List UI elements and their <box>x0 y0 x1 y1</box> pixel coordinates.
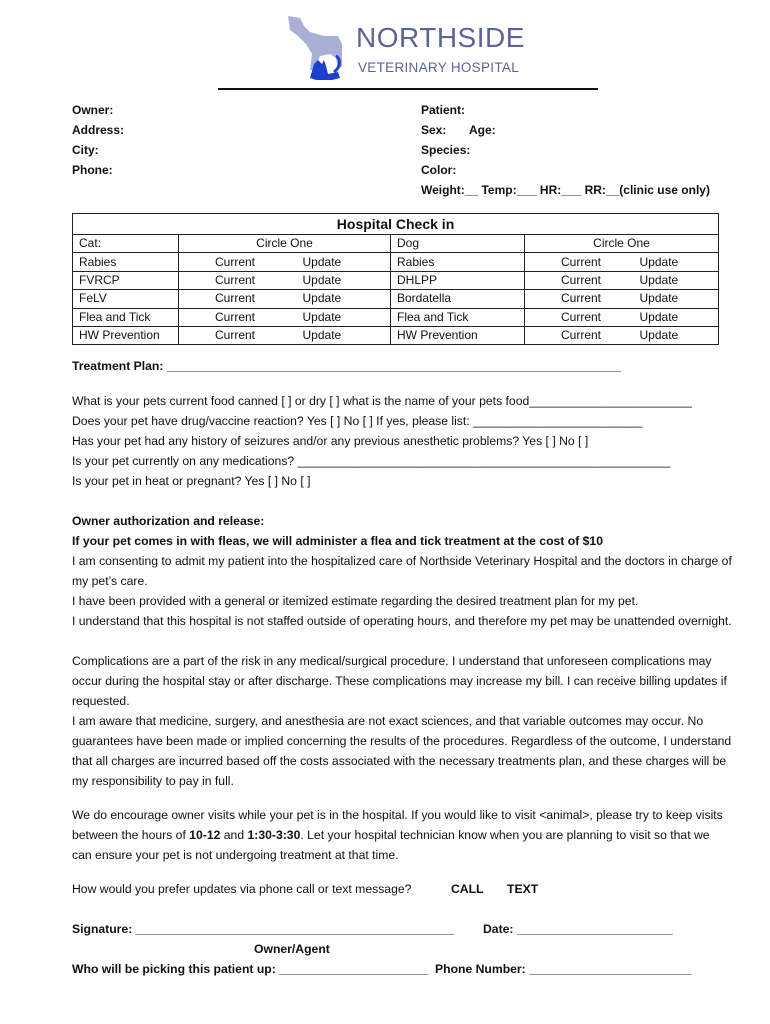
current-option[interactable]: Current <box>215 291 256 306</box>
phone-number-field[interactable]: Phone Number: ________________________ <box>435 962 692 976</box>
dog-header: Dog <box>391 235 525 253</box>
update-option[interactable]: Update <box>302 291 342 306</box>
dog-vaccine: Flea and Tick <box>391 308 525 326</box>
visit-hours-morning: 10-12 <box>189 828 221 842</box>
dog-and-cat-silhouette-icon <box>280 14 360 86</box>
dog-vaccine: DHLPP <box>391 271 525 289</box>
current-option[interactable]: Current <box>561 272 602 287</box>
cat-vaccine: Rabies <box>73 253 179 271</box>
current-option[interactable]: Current <box>561 254 602 269</box>
current-option[interactable]: Current <box>561 309 602 324</box>
authorization-heading: Owner authorization and release: <box>72 514 265 528</box>
update-option[interactable]: Update <box>302 328 342 343</box>
signature-field[interactable]: Signature: _______________________________________________ <box>72 922 455 936</box>
vitals-line: Weight:__ Temp:___ HR:___ RR:__(clinic use only) <box>421 183 710 197</box>
cat-vaccine: HW Prevention <box>73 326 179 344</box>
table-row <box>73 253 719 271</box>
visits-paragraph <box>72 805 732 865</box>
phone-label: Phone: <box>72 163 113 177</box>
city-label: City: <box>72 143 99 157</box>
update-option[interactable]: Update <box>639 328 679 343</box>
visits-and: and <box>220 828 248 842</box>
owner-label: Owner: <box>72 103 114 117</box>
heat-pregnant-question[interactable]: Is your pet in heat or pregnant? Yes [ ] No [ ] <box>72 474 311 488</box>
color-label: Color: <box>421 163 457 177</box>
update-option[interactable]: Update <box>639 254 679 269</box>
update-option[interactable]: Update <box>302 272 342 287</box>
cat-vaccine: FeLV <box>73 290 179 308</box>
cat-header: Cat: <box>73 235 179 253</box>
cat-vaccine: FVRCP <box>73 271 179 289</box>
current-option[interactable]: Current <box>215 272 256 287</box>
patient-label: Patient: <box>421 103 466 117</box>
table-row <box>73 290 719 308</box>
current-option[interactable]: Current <box>561 291 602 306</box>
outcomes-paragraph: I am aware that medicine, surgery, and anesthesia are not exact sciences, and that variable outcomes may occur. No guarantees have been made or implied concerning the results of the procedures. Regardless of the outcome, I understand that all charges are incurred based off the costs associated with the necessary treatments plan, and these charges will be my responsibility to pay in full. <box>72 714 732 788</box>
visits-text-1: We do encourage owner visits while your pet is in the hospital. If you would like to visit <animal>, please try to keep visits between the hours of <box>72 808 723 842</box>
complications-paragraph: Complications are a part of the risk in any medical/surgical procedure. I understand that unforeseen complications may occur during the hospital stay or after discharge. These complications may increase my bill. I can receive billing updates if requested. <box>72 654 727 708</box>
consent-paragraph: I am consenting to admit my patient into the hospitalized care of Northside Veterinary Hospital and the doctors in charge of my pet’s care. <box>72 554 732 588</box>
text-option[interactable]: TEXT <box>507 882 539 896</box>
dog-vaccine: Rabies <box>391 253 525 271</box>
visit-hours-afternoon: 1:30-3:30 <box>247 828 301 842</box>
table-row <box>73 308 719 326</box>
dog-circle-header: Circle One <box>525 235 719 253</box>
cat-circle-header: Circle One <box>179 235 391 253</box>
update-option[interactable]: Update <box>639 272 679 287</box>
treatment-plan-field[interactable]: Treatment Plan: ___________________________________________________________________ <box>72 359 621 373</box>
table-title: Hospital Check in <box>73 214 719 235</box>
current-option[interactable]: Current <box>215 328 256 343</box>
species-label: Species: <box>421 143 471 157</box>
update-option[interactable]: Update <box>639 309 679 324</box>
current-option[interactable]: Current <box>215 309 256 324</box>
table-row <box>73 271 719 289</box>
updates-question: How would you prefer updates via phone call or text message? <box>72 882 412 896</box>
sex-label: Sex: <box>421 123 447 137</box>
current-option[interactable]: Current <box>215 254 256 269</box>
current-option[interactable]: Current <box>561 328 602 343</box>
date-field[interactable]: Date: _______________________ <box>483 922 673 936</box>
food-question[interactable]: What is your pets current food canned [ ] or dry [ ] what is the name of your pets food________________________ <box>72 394 692 408</box>
owner-agent-label: Owner/Agent <box>254 942 330 956</box>
logo-name: NORTHSIDE <box>356 22 525 53</box>
dog-vaccine: Bordatella <box>391 290 525 308</box>
address-label: Address: <box>72 123 125 137</box>
clinic-logo <box>280 14 525 86</box>
table-row <box>73 326 719 344</box>
hospital-checkin-table <box>72 213 719 345</box>
header-divider <box>218 88 598 90</box>
seizure-question[interactable]: Has your pet had any history of seizures and/or any previous anesthetic problems? Yes [ ] No [ ] <box>72 434 589 448</box>
staffing-paragraph: I understand that this hospital is not staffed outside of operating hours, and therefore my pet may be unattended overnight. <box>72 614 732 628</box>
update-option[interactable]: Update <box>302 254 342 269</box>
visits-text-2: . Let your hospital technician know when you are planning to visit so that we can ensure your pet is not undergoing treatment at that time. <box>72 828 710 862</box>
age-label: Age: <box>469 123 496 137</box>
dog-vaccine: HW Prevention <box>391 326 525 344</box>
cat-vaccine: Flea and Tick <box>73 308 179 326</box>
pickup-field[interactable]: Who will be picking this patient up: ______________________ <box>72 962 429 976</box>
call-option[interactable]: CALL <box>451 882 484 896</box>
update-option[interactable]: Update <box>302 309 342 324</box>
estimate-paragraph: I have been provided with a general or itemized estimate regarding the desired treatment plan for my pet. <box>72 594 639 608</box>
logo-subtitle: VETERINARY HOSPITAL <box>358 60 519 75</box>
update-option[interactable]: Update <box>639 291 679 306</box>
medications-question[interactable]: Is your pet currently on any medications? _______________________________________________________ <box>72 454 671 468</box>
flea-notice: If your pet comes in with fleas, we will administer a flea and tick treatment at the cost of $10 <box>72 534 603 548</box>
reaction-question[interactable]: Does your pet have drug/vaccine reaction? Yes [ ] No [ ] If yes, please list: _________________________ <box>72 414 643 428</box>
